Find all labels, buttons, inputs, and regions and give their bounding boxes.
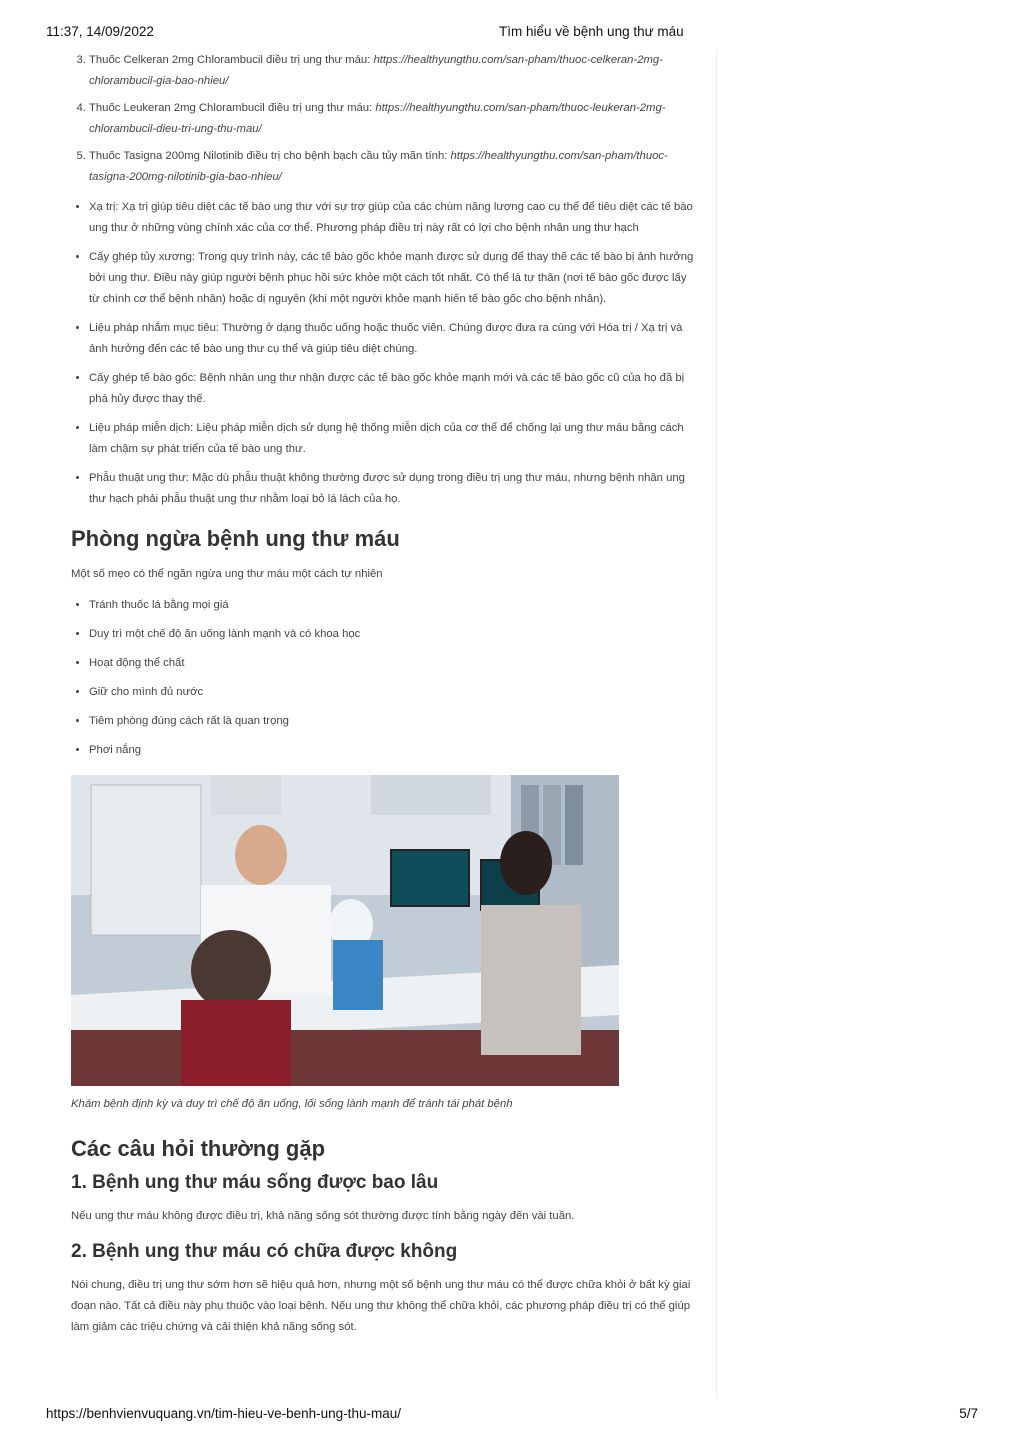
- list-item: • Duy trì một chế độ ăn uống lành mạnh và có khoa học: [89, 624, 697, 645]
- list-item: • Hoạt động thể chất: [89, 653, 697, 674]
- list-item: [89, 146, 697, 188]
- doctor-consultation-photo: [71, 775, 619, 1086]
- prevention-intro: Một số mẹo có thể ngăn ngừa ung thư máu một cách tự nhiên: [71, 568, 383, 580]
- photo-caption: Khám bệnh định kỳ và duy trì chế độ ăn uống, lối sống lành mạnh để tránh tái phát bệnh: [71, 1098, 513, 1110]
- drug-link[interactable]: https://healthyungthu.com/san-pham/thuoc-tasigna-200mg-nilotinib-gia-bao-nhieu/: [89, 150, 668, 183]
- drug-link[interactable]: https://healthyungthu.com/san-pham/thuoc-celkeran-2mg-chlorambucil-gia-bao-nhieu/: [89, 54, 663, 87]
- list-item: • Phơi nắng: [89, 740, 697, 761]
- treatment-list: [71, 197, 697, 510]
- prevention-list: [71, 595, 697, 761]
- faq-question-1: 1. Bệnh ung thư máu sống được bao lâu: [71, 1172, 439, 1193]
- faq-answer-1: Nếu ung thư máu không được điều trị, khả năng sống sót thường được tính bằng ngày đến vài tuần.: [71, 1210, 575, 1222]
- drug-list: [71, 50, 697, 188]
- drug-name: Thuốc Leukeran 2mg Chlorambucil điều trị ung thư máu:: [89, 102, 376, 114]
- list-item: • Liệu pháp miễn dịch: Liệu pháp miễn dịch sử dụng hệ thống miễn dịch của cơ thể để chống lại ung thư máu bằng cách làm chậm sự phát triển của tế bào ung thư.: [89, 418, 697, 460]
- print-footer: [46, 1406, 978, 1426]
- drug-name: Thuốc Tasigna 200mg Nilotinib điều trị cho bệnh bạch cầu tủy mãn tính:: [89, 150, 451, 162]
- list-item: • Xạ trị: Xạ trị giúp tiêu diệt các tế bào ung thư với sự trợ giúp của các chùm năng lượng cao cụ thể để tiêu diệt các tế bào ung thư ở những vùng chính xác của cơ thể. Phương pháp điều trị này rất có lợi cho bệnh nhân ung thư hạch: [89, 197, 697, 239]
- faq-question-2: 2. Bệnh ung thư máu có chữa được không: [71, 1241, 458, 1262]
- print-datetime: 11:37, 14/09/2022: [46, 24, 154, 39]
- prevention-heading: Phòng ngừa bệnh ung thư máu: [71, 526, 400, 551]
- list-item: • Tránh thuốc lá bằng mọi giá: [89, 595, 697, 616]
- list-item: • Liệu pháp nhắm mục tiêu: Thường ở dạng thuốc uống hoặc thuốc viên. Chúng được đưa ra cùng với Hóa trị / Xạ trị và ảnh hưởng đến các tế bào ung thư cụ thể và giúp tiêu diệt chúng.: [89, 318, 697, 360]
- drug-name: Thuốc Celkeran 2mg Chlorambucil điều trị ung thư máu:: [89, 54, 374, 66]
- drug-link[interactable]: https://healthyungthu.com/san-pham/thuoc-leukeran-2mg-chlorambucil-dieu-tri-ung-thu-mau/: [89, 102, 666, 135]
- sidebar-divider: [716, 50, 717, 1398]
- faq-heading: Các câu hỏi thường gặp: [71, 1136, 326, 1161]
- list-item: • Cấy ghép tủy xương: Trong quy trình này, các tế bào gốc khỏe mạnh được sử dụng để thay thế các tế bào bị ảnh hưởng bởi ung thư. Điều này giúp người bệnh phục hồi sức khỏe một cách tốt nhất. Có thể là tự thân (nơi tế bào gốc được lấy từ chính cơ thể bệnh nhân) hoặc dị nguyên (khi một người khỏe mạnh hiến tế bào gốc cho bệnh nhân).: [89, 247, 697, 310]
- print-url: https://benhvienvuquang.vn/tim-hieu-ve-benh-ung-thu-mau/: [46, 1406, 401, 1421]
- print-title: Tìm hiểu về bệnh ung thư máu: [499, 24, 684, 39]
- print-header: [46, 24, 978, 44]
- article-content: [71, 50, 697, 1338]
- list-item: • Giữ cho mình đủ nước: [89, 682, 697, 703]
- list-item: • Cấy ghép tế bào gốc: Bệnh nhân ung thư nhận được các tế bào gốc khỏe mạnh mới và các tế bào gốc cũ của họ đã bị phá hủy được thay thế.: [89, 368, 697, 410]
- faq-answer-2: Nói chung, điều trị ung thư sớm hơn sẽ hiệu quả hơn, nhưng một số bệnh ung thư máu có thể được chữa khỏi ở bất kỳ giai đoạn nào. Tất cả điều này phụ thuộc vào loại bệnh. Nếu ung thư không thể chữa khỏi, các phương pháp điều trị có thể giúp làm giảm các triệu chứng và cải thiện khả năng sống sót.: [71, 1279, 691, 1333]
- list-item: [89, 50, 697, 92]
- list-item: • Phẫu thuật ung thư: Mặc dù phẫu thuật không thường được sử dụng trong điều trị ung thư máu, nhưng bệnh nhân ung thư hạch phải phẫu thuật ung thư nhằm loại bỏ lá lách của họ.: [89, 468, 697, 510]
- list-item: [89, 98, 697, 140]
- list-item: • Tiêm phòng đúng cách rất là quan trọng: [89, 711, 697, 732]
- photo-illustration: [71, 775, 619, 1086]
- page-number: 5/7: [959, 1406, 978, 1421]
